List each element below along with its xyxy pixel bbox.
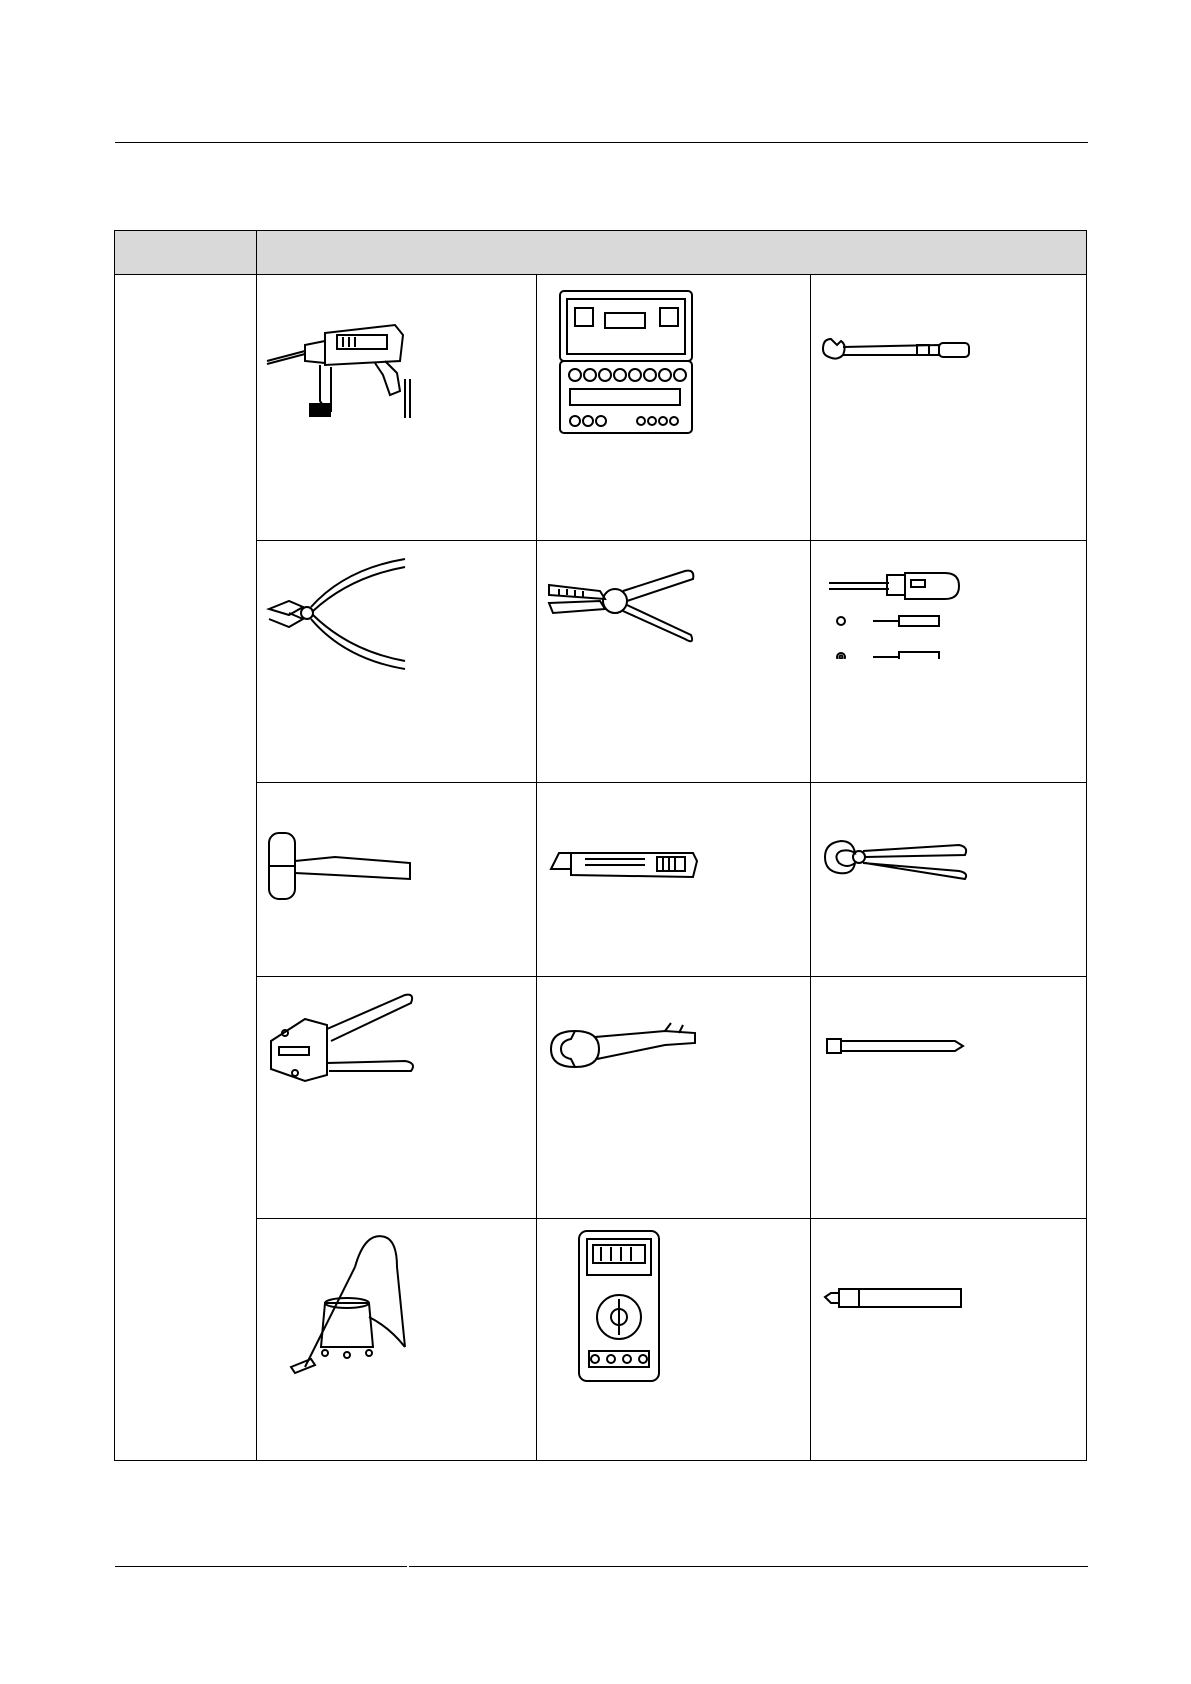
utility-knife-icon [545, 791, 705, 891]
cable-cutter-icon [819, 791, 979, 891]
table-row [115, 1219, 1087, 1461]
rubber-mallet-icon [265, 791, 425, 901]
multimeter-icon [545, 1227, 705, 1387]
torque-wrench-icon [819, 283, 979, 383]
header-rule [115, 142, 1088, 143]
header-type [115, 231, 257, 275]
table-header-row [115, 231, 1087, 275]
table-row [115, 275, 1087, 541]
table-row [115, 977, 1087, 1219]
crimping-tool-icon [265, 985, 425, 1095]
tool-cell [257, 783, 537, 977]
tool-cell [537, 275, 811, 541]
hammer-drill-icon [265, 283, 425, 423]
footer-rule-right [409, 1566, 1088, 1567]
tool-cell [537, 977, 811, 1219]
tool-type-cell [115, 275, 257, 1461]
torque-screwdriver-icon [819, 549, 979, 659]
vacuum-cleaner-icon [265, 1227, 425, 1387]
connector-wrench-icon [545, 985, 705, 1085]
marker-icon [819, 1227, 979, 1327]
tool-cell [811, 977, 1087, 1219]
header-tools [257, 231, 1087, 275]
tool-cell [811, 541, 1087, 783]
socket-wrench-set-icon [545, 283, 705, 443]
tool-cell [537, 783, 811, 977]
tool-cell [257, 541, 537, 783]
tool-cell [257, 977, 537, 1219]
tool-cell [811, 783, 1087, 977]
diagonal-pliers-icon [265, 549, 425, 679]
tool-cell [537, 1219, 811, 1461]
table-row [115, 783, 1087, 977]
footer-rule-left [115, 1566, 407, 1567]
tool-cell [811, 275, 1087, 541]
tools-table [114, 230, 1087, 1461]
wire-stripper-icon [545, 549, 705, 649]
tool-cell [811, 1219, 1087, 1461]
cable-tie-icon [819, 985, 979, 1085]
tool-cell [537, 541, 811, 783]
table-row [115, 541, 1087, 783]
tool-cell [257, 1219, 537, 1461]
tool-cell [257, 275, 537, 541]
